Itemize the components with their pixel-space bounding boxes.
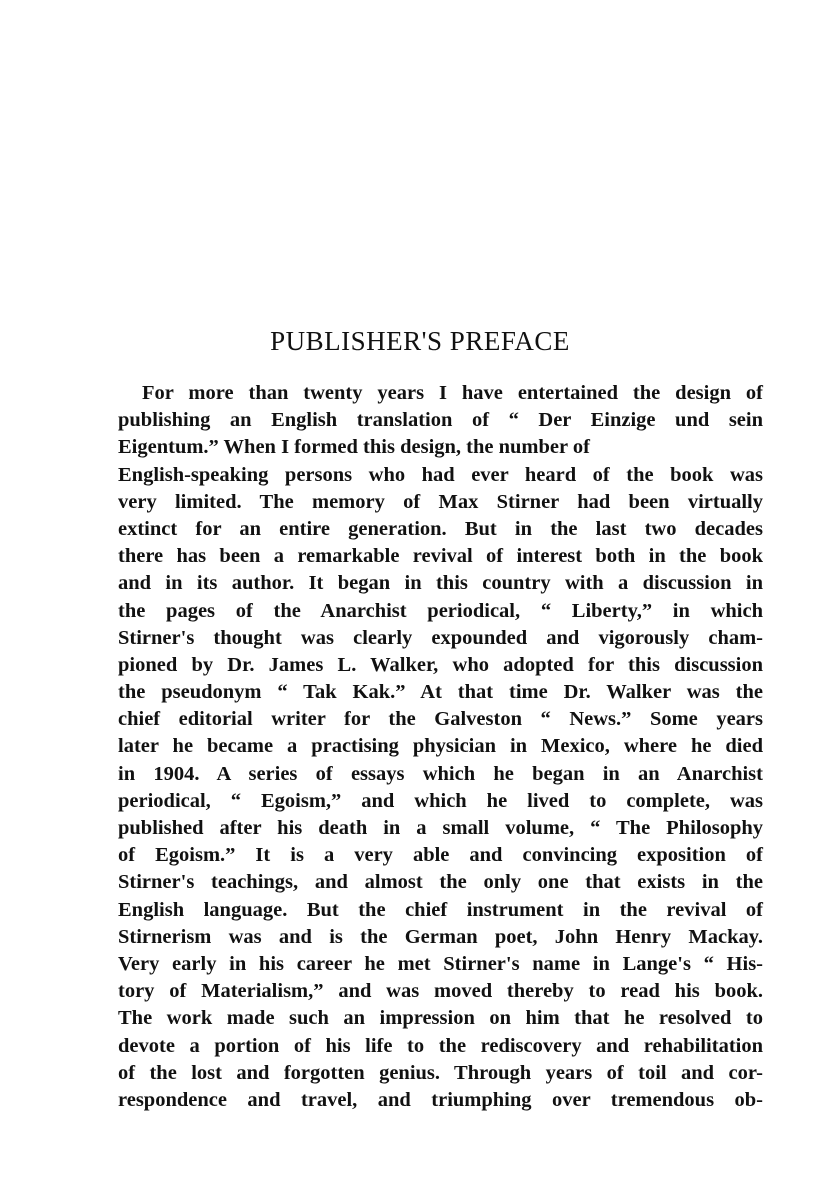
text-line: extinct for an entire generation. But in the last two decades bbox=[118, 517, 763, 540]
text-line: of Egoism.” It is a very able and convincing exposition of bbox=[118, 844, 763, 867]
text-line: published after his death in a small volume, “ The Philosophy bbox=[118, 817, 763, 839]
text-line: and in its author. It began in this country with a discussion in bbox=[118, 572, 763, 595]
text-line: chief editorial writer for the Galveston “ News.” Some years bbox=[118, 708, 763, 731]
text-line: tory of Materialism,” and was moved thereby to read his book. bbox=[118, 980, 763, 1003]
text-line: very limited. The memory of Max Stirner had been virtually bbox=[118, 490, 763, 513]
text-line: Eigentum.” When I formed this design, the number of bbox=[118, 436, 590, 459]
text-line: Stirner's thought was clearly expounded and vigorously cham- bbox=[118, 626, 763, 649]
text-line: Stirnerism was and is the German poet, John Henry Mackay. bbox=[118, 925, 763, 948]
text-line: English language. But the chief instrument in the revival of bbox=[118, 898, 763, 921]
text-line: there has been a remarkable revival of interest both in the book bbox=[118, 545, 763, 568]
text-line: periodical, “ Egoism,” and which he lived to complete, was bbox=[118, 789, 763, 812]
text-line: devote a portion of his life to the rediscovery and rehabilitation bbox=[118, 1034, 763, 1057]
text-line: of the lost and forgotten genius. Through years of toil and cor- bbox=[118, 1061, 763, 1084]
text-line: respondence and travel, and triumphing over tremendous ob- bbox=[118, 1088, 763, 1111]
text-line: Stirner's teachings, and almost the only one that exists in the bbox=[118, 871, 763, 894]
text-line: Very early in his career he met Stirner's name in Lange's “ His- bbox=[118, 952, 763, 975]
text-line: the pseudonym “ Tak Kak.” At that time Dr. Walker was the bbox=[118, 681, 763, 704]
text-line: English-speaking persons who had ever heard of the book was bbox=[118, 463, 763, 486]
text-line: the pages of the Anarchist periodical, “ Liberty,” in which bbox=[118, 599, 763, 622]
preface-paragraph bbox=[118, 380, 763, 1114]
text-line: in 1904. A series of essays which he began in an Anarchist bbox=[118, 762, 763, 785]
text-line: The work made such an impression on him that he resolved to bbox=[118, 1007, 763, 1030]
text-line: publishing an English translation of “ Der Einzige und sein bbox=[118, 409, 763, 432]
page-title: PUBLISHER'S PREFACE bbox=[270, 326, 570, 356]
text-line: For more than twenty years I have entertained the design of bbox=[142, 382, 763, 404]
text-line: pioned by Dr. James L. Walker, who adopted for this discussion bbox=[118, 653, 763, 676]
text-line: later he became a practising physician in Mexico, where he died bbox=[118, 735, 763, 758]
